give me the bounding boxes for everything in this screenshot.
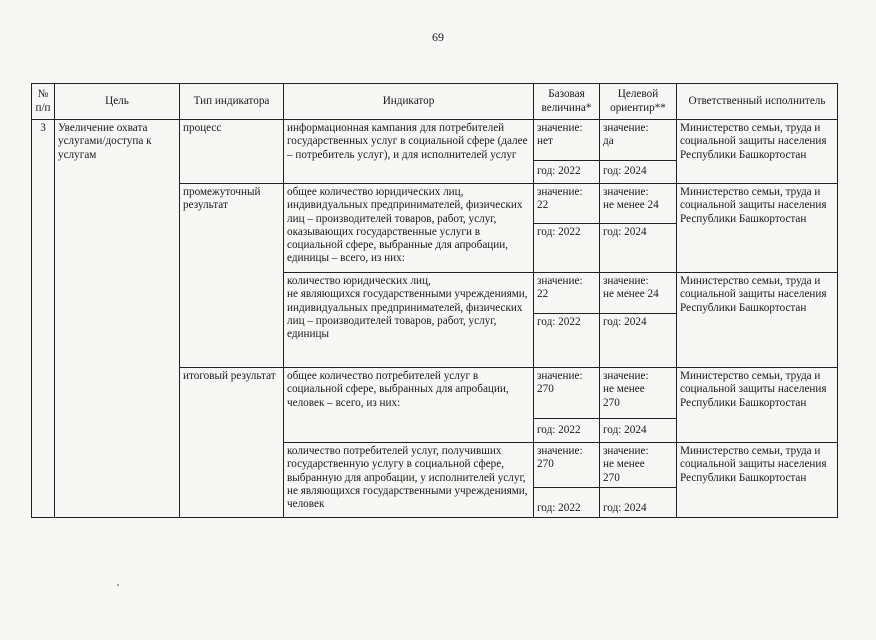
header-base-value: Базовая величина* [534,84,600,120]
header-indicator: Индикатор [284,84,534,120]
indicators-table [31,83,838,518]
header-num: № п/п [32,84,55,120]
target-year-cell: год: 2024 [600,419,677,443]
responsible-cell: Министерство семьи, труда и социальной защиты населения Республики Башкортостан [677,443,838,518]
responsible-cell: Министерство семьи, труда и социальной защиты населения Республики Башкортостан [677,368,838,443]
header-target: Целевой ориентир** [600,84,677,120]
table-row [32,120,838,161]
base-value-cell: значение: 270 [534,368,600,419]
indicator-type-cell: промежуточный результат [180,184,284,368]
indicator-text-cell: количество юридических лиц, не являющихся государственными учреждениями, индивидуальных предпринимателей, физических лиц – производителей товаров, работ, услуг, единицы [284,273,534,368]
row-number: 3 [32,120,55,518]
target-year-cell: год: 2024 [600,161,677,184]
base-year-cell: год: 2022 [534,314,600,368]
responsible-cell: Министерство семьи, труда и социальной защиты населения Республики Башкортостан [677,184,838,273]
target-value-cell: значение: не менее 270 [600,443,677,488]
header-responsible: Ответственный исполнитель [677,84,838,120]
indicator-text-cell: общее количество потребителей услуг в социальной сфере, выбранных для апробации, человек – всего, из них: [284,368,534,443]
header-indicator-type: Тип индикатора [180,84,284,120]
target-year-cell: год: 2024 [600,224,677,273]
goal-cell: Увеличение охвата услугами/доступа к услугам [55,120,180,518]
indicator-type-cell: итоговый результат [180,368,284,518]
indicator-type-cell: процесс [180,120,284,184]
base-year-cell: год: 2022 [534,224,600,273]
indicator-text-cell: информационная кампания для потребителей государственных услуг в социальной сфере (далее – потребитель услуг), и для исполнителей услуг [284,120,534,184]
base-value-cell: значение: нет [534,120,600,161]
indicator-text-cell: количество потребителей услуг, получивших государственную услугу в социальной сфере, выбранную для апробации, у исполнителей услуг, не являющихся государственными учреждениями, человек [284,443,534,518]
target-year-cell: год: 2024 [600,314,677,368]
table-header-row [32,84,838,120]
page-number: 69 [432,30,444,44]
target-value-cell: значение: не менее 270 [600,368,677,419]
base-value-cell: значение: 22 [534,273,600,314]
indicator-text-cell: общее количество юридических лиц, индивидуальных предпринимателей, физических лиц – производителей товаров, работ, услуг, оказывающих государственные услуги в социальной сфере, выбранные для апробации, единицы – всего, из них: [284,184,534,273]
base-year-cell: год: 2022 [534,419,600,443]
base-value-cell: значение: 270 [534,443,600,488]
header-goal: Цель [55,84,180,120]
target-year-cell: год: 2024 [600,487,677,517]
responsible-cell: Министерство семьи, труда и социальной защиты населения Республики Башкортостан [677,273,838,368]
base-value-cell: значение: 22 [534,184,600,224]
scan-speck [117,584,119,586]
target-value-cell: значение: да [600,120,677,161]
target-value-cell: значение: не менее 24 [600,184,677,224]
base-year-cell: год: 2022 [534,487,600,517]
target-value-cell: значение: не менее 24 [600,273,677,314]
base-year-cell: год: 2022 [534,161,600,184]
responsible-cell: Министерство семьи, труда и социальной защиты населения Республики Башкортостан [677,120,838,184]
